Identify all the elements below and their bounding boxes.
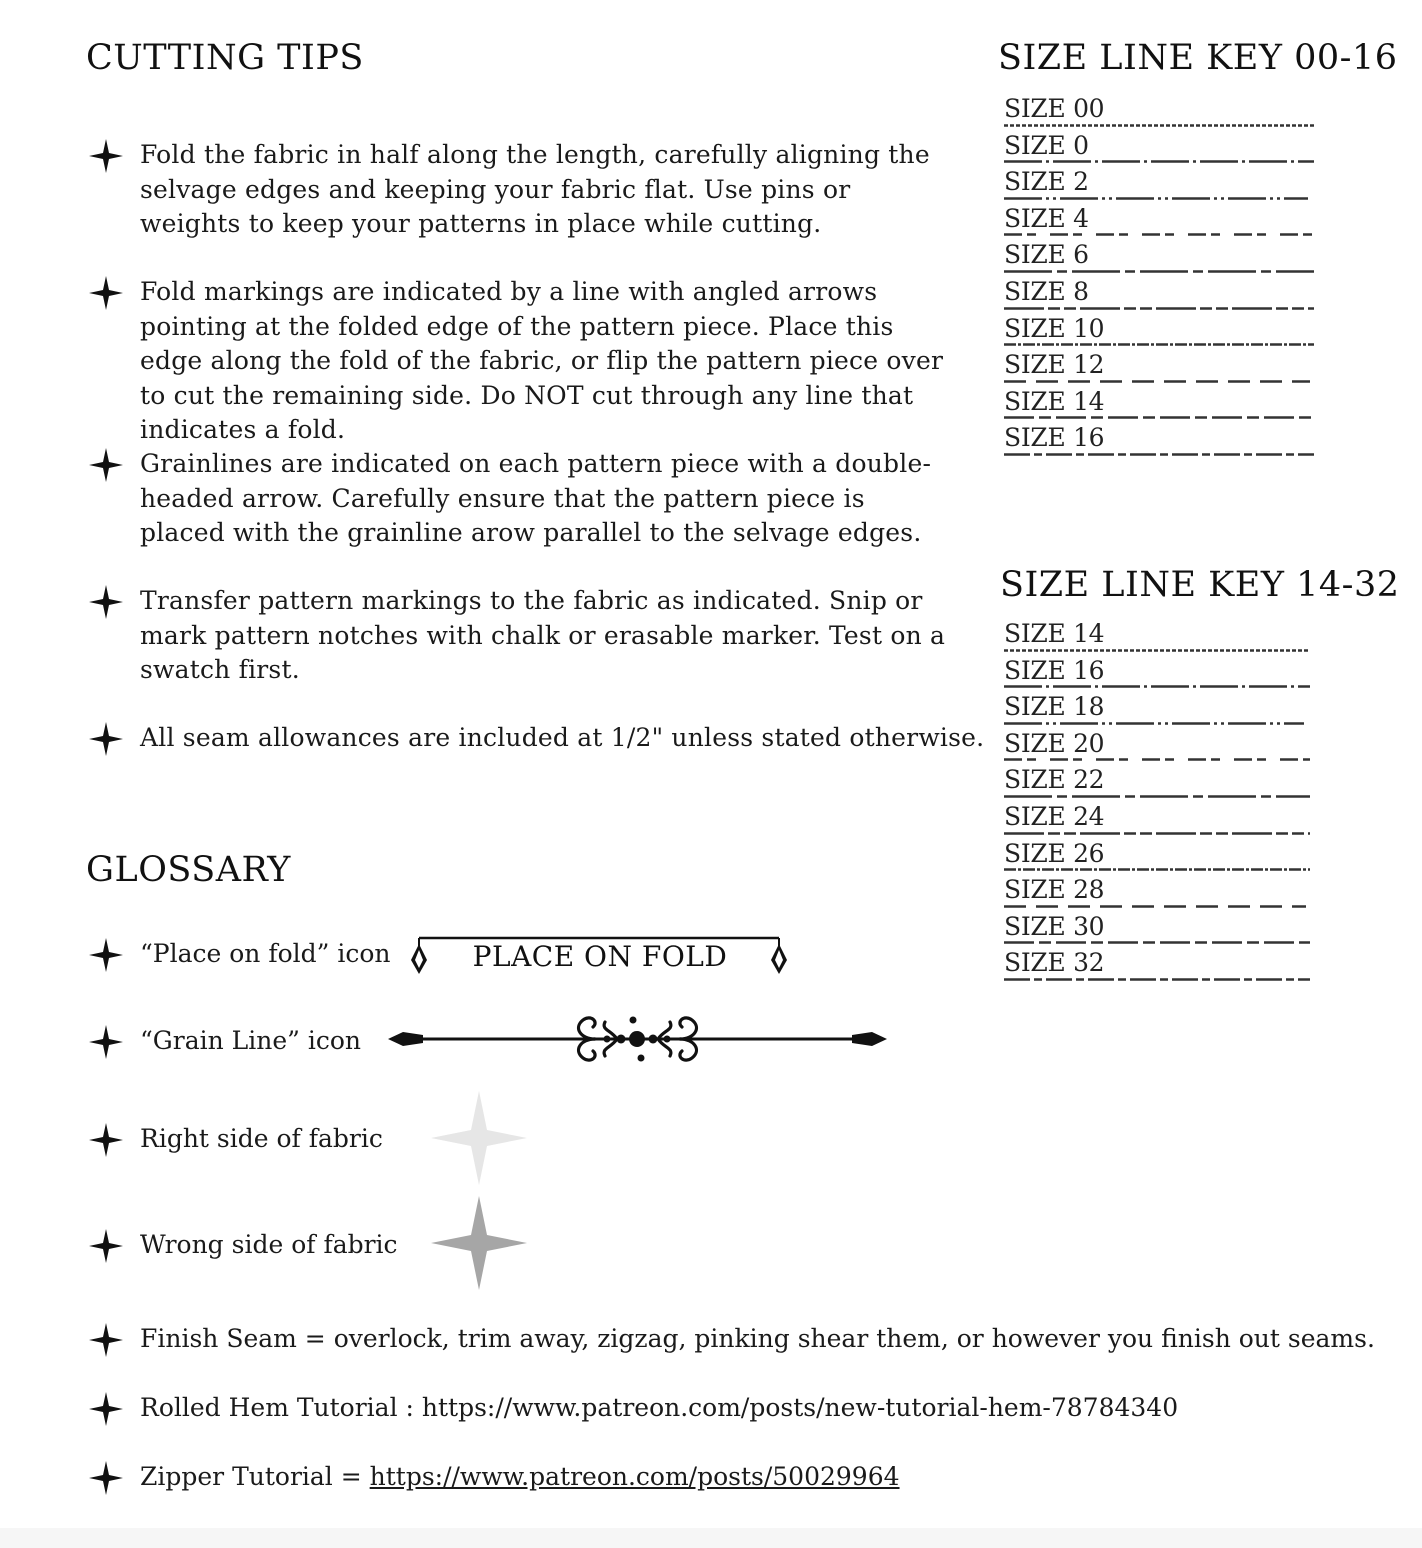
zipper-tutorial-link[interactable]: https://www.patreon.com/posts/50029964: [369, 1462, 900, 1491]
glossary-item-finish-seam: [88, 1322, 1375, 1358]
tip-item: [88, 584, 948, 688]
glossary-label: [140, 1460, 900, 1494]
glossary-label: Rolled Hem Tutorial : https://www.patreon.com/posts/new-tutorial-hem-78784340: [140, 1393, 1179, 1422]
glossary-item-zipper: [88, 1460, 900, 1496]
glossary-label: “Grain Line” icon: [140, 1026, 362, 1055]
size-line: [1004, 978, 1312, 981]
place-on-fold-icon: [405, 930, 795, 980]
size-row: [1004, 873, 1312, 910]
size-label: SIZE 18: [1004, 692, 1105, 722]
size-label: SIZE 26: [1004, 838, 1105, 868]
size-line: [1004, 124, 1316, 127]
star-bullet-icon: [88, 138, 124, 174]
star-bullet-icon: [88, 584, 124, 620]
size-row: [1004, 275, 1316, 312]
size-row: [1004, 92, 1316, 129]
size-line: [1004, 380, 1316, 383]
size-line: [1004, 416, 1316, 419]
star-bullet-icon: [88, 1122, 124, 1158]
star-bullet-icon: [88, 275, 124, 311]
size-label: SIZE 8: [1004, 276, 1089, 306]
wrong-side-fabric-icon: [430, 1195, 528, 1291]
size-line: [1004, 868, 1312, 871]
size-row: [1004, 654, 1312, 691]
size-line: [1004, 343, 1316, 346]
size-line: [1004, 307, 1316, 310]
size-row: [1004, 202, 1316, 239]
size-key-1: [1004, 92, 1316, 458]
size-line: [1004, 453, 1316, 456]
size-row: [1004, 238, 1316, 275]
star-bullet-icon: [88, 937, 124, 973]
size-label: SIZE 32: [1004, 948, 1105, 978]
size-label: SIZE 30: [1004, 911, 1105, 941]
star-bullet-icon: [88, 1228, 124, 1264]
size-line: [1004, 832, 1312, 835]
size-label: SIZE 14: [1004, 386, 1105, 416]
glossary-title: GLOSSARY: [86, 850, 291, 890]
glossary-item-wrong-side: [88, 1228, 398, 1264]
size-key-2-title: SIZE LINE KEY 14-32: [1000, 565, 1400, 605]
size-label: SIZE 00: [1004, 94, 1105, 123]
size-label: SIZE 20: [1004, 728, 1105, 758]
size-line: [1004, 722, 1312, 725]
glossary-label: Wrong side of fabric: [140, 1230, 398, 1259]
size-row: [1004, 837, 1312, 874]
size-label: SIZE 2: [1004, 167, 1089, 197]
star-bullet-icon: [88, 447, 124, 483]
size-row: [1004, 165, 1316, 202]
star-bullet-icon: [88, 1460, 124, 1496]
size-row: [1004, 421, 1316, 458]
size-label: SIZE 6: [1004, 240, 1089, 270]
size-row: [1004, 727, 1312, 764]
tip-item: [88, 138, 948, 242]
size-row: [1004, 617, 1312, 654]
size-row: [1004, 129, 1316, 166]
size-label: SIZE 16: [1004, 655, 1105, 685]
size-row: [1004, 946, 1312, 983]
size-label: SIZE 24: [1004, 801, 1105, 831]
size-line: [1004, 905, 1312, 908]
zipper-label: Zipper Tutorial =: [140, 1462, 370, 1491]
star-bullet-icon: [88, 1322, 124, 1358]
size-line: [1004, 795, 1312, 798]
size-row: [1004, 312, 1316, 349]
size-row: [1004, 800, 1312, 837]
glossary-item-right-side: [88, 1122, 383, 1158]
size-line: [1004, 685, 1312, 688]
glossary-label: Right side of fabric: [140, 1124, 383, 1153]
size-line: [1004, 649, 1312, 652]
tip-text: Fold markings are indicated by a line with angled arrows pointing at the folded edge of the pattern piece. Place this edge along the fold of the fabric, or flip the pattern piece over to cut the remaining side. Do NOT cut through any line that indicates a fold.: [140, 277, 944, 444]
glossary-item-grain-line: [88, 1024, 361, 1060]
right-side-fabric-icon: [430, 1090, 528, 1186]
tip-item: [88, 275, 948, 448]
size-row: [1004, 690, 1312, 727]
grain-line-icon: [385, 1008, 890, 1072]
size-key-2: [1004, 617, 1312, 983]
size-line: [1004, 758, 1312, 761]
cutting-tips-title: CUTTING TIPS: [86, 38, 364, 78]
size-label: SIZE 28: [1004, 875, 1105, 905]
size-row: [1004, 385, 1316, 422]
size-key-1-title: SIZE LINE KEY 00-16: [998, 38, 1398, 78]
size-label: SIZE 4: [1004, 203, 1089, 233]
size-row: [1004, 348, 1316, 385]
glossary-item-rolled-hem: [88, 1391, 1178, 1427]
glossary-label: “Place on fold” icon: [140, 939, 391, 968]
size-label: SIZE 22: [1004, 765, 1105, 795]
tip-item: [88, 721, 988, 757]
size-label: SIZE 0: [1004, 130, 1089, 160]
place-on-fold-text: PLACE ON FOLD: [472, 940, 728, 973]
size-line: [1004, 233, 1316, 236]
tip-text: Transfer pattern markings to the fabric as indicated. Snip or mark pattern notches with chalk or erasable marker. Test on a swatch first.: [140, 586, 946, 684]
tip-text: Grainlines are indicated on each pattern piece with a double-headed arrow. Carefully ensure that the pattern piece is placed with the grainline arow parallel to the selvage edges.: [140, 449, 932, 547]
size-label: SIZE 12: [1004, 350, 1105, 380]
size-label: SIZE 16: [1004, 423, 1105, 453]
star-bullet-icon: [88, 1024, 124, 1060]
size-line: [1004, 160, 1316, 163]
glossary-item-place-on-fold: [88, 937, 391, 973]
page-bottom-edge: [0, 1528, 1422, 1548]
star-bullet-icon: [88, 721, 124, 757]
size-line: [1004, 270, 1316, 273]
tip-text: Fold the fabric in half along the length, carefully aligning the selvage edges and keeping your fabric flat. Use pins or weights to keep your patterns in place while cutting.: [140, 140, 930, 238]
star-bullet-icon: [88, 1391, 124, 1427]
size-row: [1004, 910, 1312, 947]
tip-text: All seam allowances are included at 1/2" unless stated otherwise.: [140, 723, 985, 752]
size-label: SIZE 14: [1004, 619, 1105, 648]
glossary-label: Finish Seam = overlock, trim away, zigzag, pinking shear them, or however you finish out seams.: [140, 1324, 1375, 1353]
size-line: [1004, 941, 1312, 944]
size-row: [1004, 763, 1312, 800]
tip-item: [88, 447, 948, 551]
size-line: [1004, 197, 1316, 200]
size-label: SIZE 10: [1004, 313, 1105, 343]
